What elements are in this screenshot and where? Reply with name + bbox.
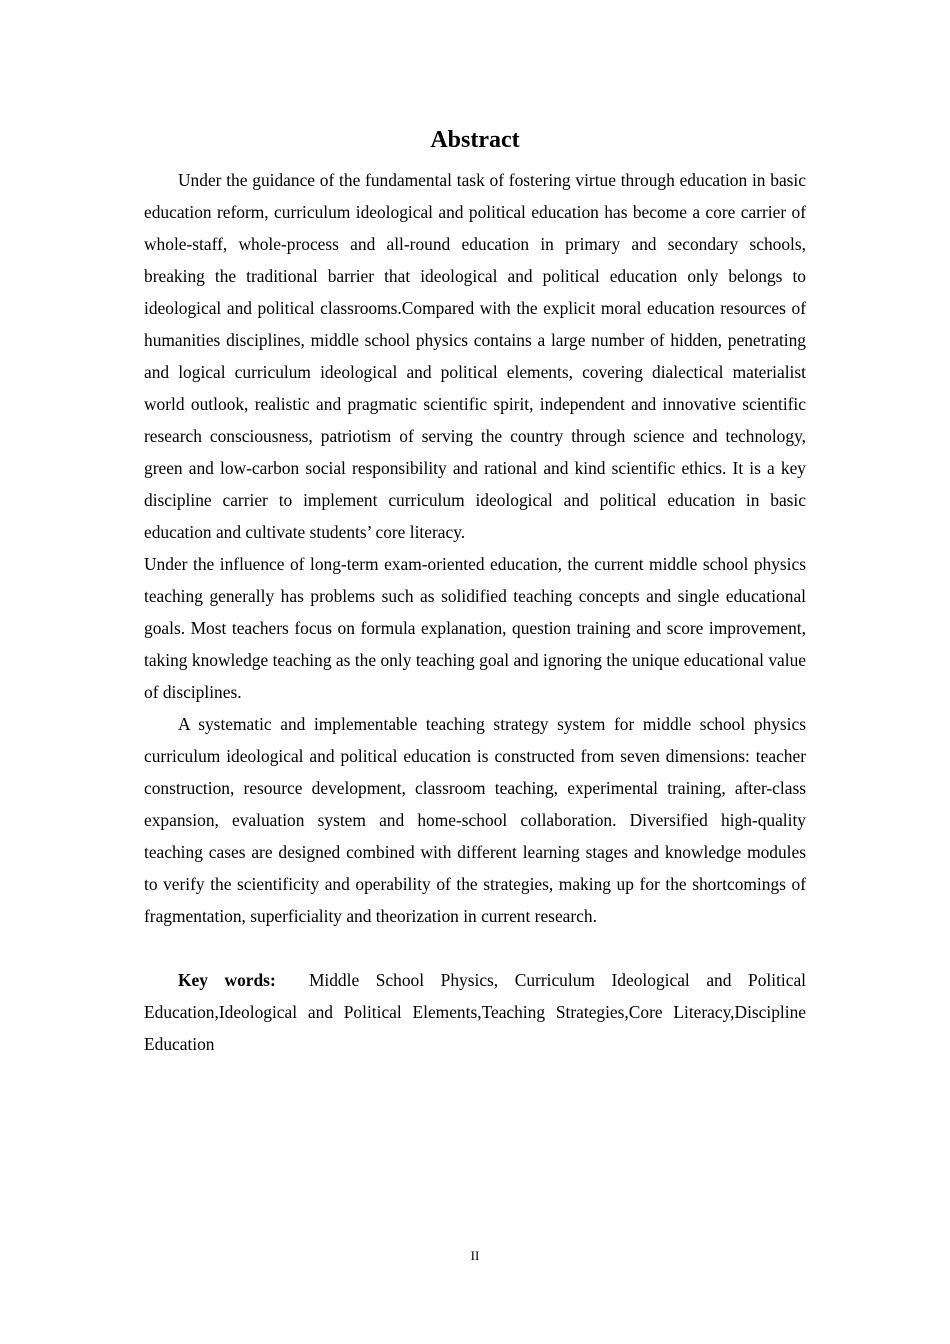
abstract-paragraph-1: Under the guidance of the fundamental task of fostering virtue through education in basic education reform, curriculum ideological and political education has become a core carrier of whole-staff, whole-process and all-round education in primary and secondary schools, breaking the traditional barrier that ideological and political education only belongs to ideological and political classrooms.Compared with the explicit moral education resources of humanities disciplines, middle school physics contains a large number of hidden, penetrating and logical curriculum ideological and political elements, covering dialectical materialist world outlook, realistic and pragmatic scientific spirit, independent and innovative scientific research consciousness, patriotism of serving the country through science and technology, green and low-carbon social responsibility and rational and kind scientific ethics. It is a key discipline carrier to implement curriculum ideological and political education in basic education and cultivate students’ core literacy. bbox=[144, 170, 806, 542]
page-number: II bbox=[470, 1248, 480, 1263]
abstract-page bbox=[144, 122, 806, 1060]
abstract-title: Abstract bbox=[430, 127, 520, 153]
keywords-paragraph bbox=[144, 964, 806, 1060]
abstract-paragraph-2: Under the influence of long-term exam-oriented education, the current middle school physics teaching generally has problems such as solidified teaching concepts and single educational goals. Most teachers focus on formula explanation, question training and score improvement, taking knowledge teaching as the only teaching goal and ignoring the unique educational value of disciplines. bbox=[144, 554, 806, 702]
keywords-list: Middle School Physics, Curriculum Ideological and Political Education,Ideological and Political Elements,Teaching Strategies,Core Literacy,Discipline Education bbox=[144, 970, 806, 1054]
keywords-label: Key words: bbox=[178, 970, 276, 990]
section-spacer bbox=[144, 932, 806, 964]
abstract-paragraph-3: A systematic and implementable teaching strategy system for middle school physics curriculum ideological and political education is constructed from seven dimensions: teacher construction, resource development, classroom teaching, experimental training, after-class expansion, evaluation system and home-school collaboration. Diversified high-quality teaching cases are designed combined with different learning stages and knowledge modules to verify the scientificity and operability of the strategies, making up for the shortcomings of fragmentation, superficiality and theorization in current research. bbox=[144, 714, 806, 926]
